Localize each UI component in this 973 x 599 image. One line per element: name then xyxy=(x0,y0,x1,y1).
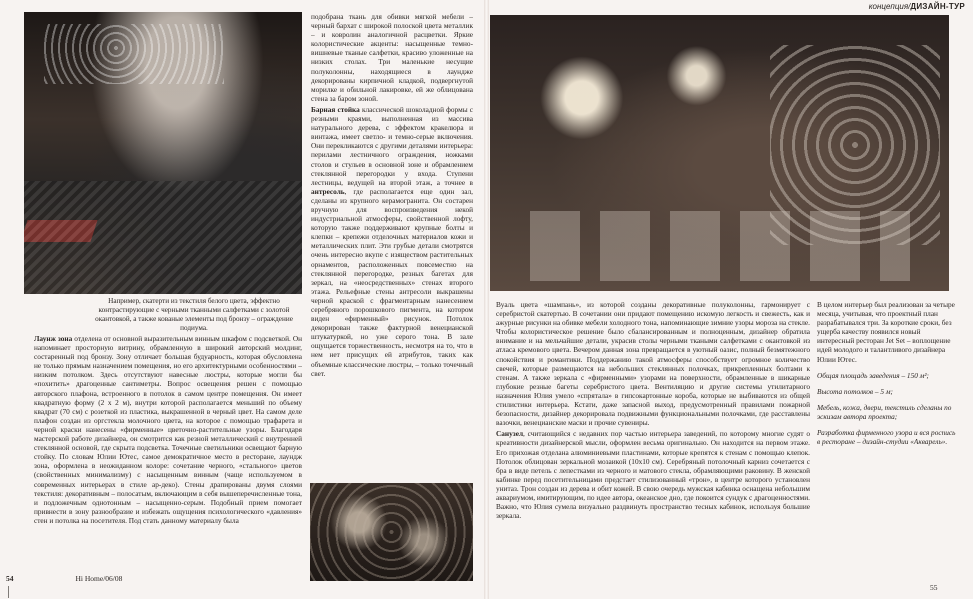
page-number-left: 54 xyxy=(6,574,14,583)
page-number-right: 55 xyxy=(930,583,938,592)
right-column-1 xyxy=(496,300,810,585)
page-gutter xyxy=(484,0,489,599)
section-title: ДИЗАЙН-ТУР xyxy=(910,2,965,11)
paragraph xyxy=(496,300,810,427)
right-column-2 xyxy=(817,300,959,570)
paragraph xyxy=(311,105,473,378)
lead-term: Барная стойка xyxy=(311,104,360,114)
dining-tables xyxy=(530,211,910,281)
section-header xyxy=(805,2,965,11)
lead-term: Санузел xyxy=(496,429,524,439)
detail-photo xyxy=(310,483,473,581)
fact-ceiling-height: Высота потолков – 5 м; xyxy=(817,386,893,396)
fact-pattern-design: Разработка фирменного узора и вся роспись в ресторане – дизайн-студии «Акварель». xyxy=(817,428,956,447)
ceiling-pattern xyxy=(44,24,224,84)
paragraph-text: отделена от основной выразительным винным шкафом с подсветкой. Он напоминает просторную витрину, обрамленную в широкий авторский молдинг, состаренный под бронзу. Зону отличает большая будуарность, которая обусловлена не только прямым назначением помещения, но его архитектурными особенностями – низким потолком. Здесь отсутствуют навесные люстры, которые могли бы «похитить» драгоценные сантиметры. Вопрос освещения решен с помощью авторского плафона, встроенного в потолок в самом центре помещения. Он имеет квадратную форму (2 х 2 м), внутри которой располагается меньший по объему квадрат (70 см) с розеткой из пластика, выкрашенной в черный цвет. На самом деле плафон создан из оргстекла молочного цвета, на которое с помощью трафарета и черной краски нанесены «фирменные» цветочно-растительные узоры. Благодаря мастерской работе дизайнера, он смотрится как резной металлический с внутренней стеклянной основой, где скрыта подсветка. Точечные светильники освещают барную стойку. По словам Юлии Ютес, самое демократичное место в ресторане, лаундж зона, оформлена в неожиданном колоре: сочетание черного, «стального» цветов (свойственных минимализму) с насыщенным винным (чаще используемом в современных интерьерах в стиле ар-деко). Стены драпированы двумя слоями текстиля: декоративным – полосатым, включающим в себя вышеперечисленные тона, и подложечным однотонным – насыщенно-серым. Подобный прием помогает привнести в зону разнообразие и избежать ощущения психологического «давления» стен и потолка на посетителя. Под стать данному материалу была xyxy=(34,334,302,525)
paragraph-text: , считающийся с недавних пор частью интерьера заведений, по которому многие судят о креативности дизайнерской мысли, оформлен весьма оригинально. Он находится на первом этаже. Его прихожая отделана алюминиевыми пластинами, которые крепятся к стенам с помощью клепок. Потолок облицован зеркальной мозаикой (10х10 см). Серебряный потолочный карниз сочетается с бра в виде петель с лепестками из черного и матового стекла, обрамляющими раковину. В женской кабинке перед посетительницами предстает стилизованный «трон», в центре которого установлен унитаз. Трон создан из дерева и обит кожей. В свою очередь мужская кабинка оснащена небольшим аквариумом, имитирующим, по идее автора, океанское дно, где покоится сундук с драгоценностями. Важно, что Юлия сумела визуально раздвинуть пространство тесных кабинок, используя большие зеркала. xyxy=(496,429,810,521)
paragraph-text: Вуаль цвета «шампань», из которой созданы декоративные полуколонны, гармонирует с серебристой скатертью. В сочетании они придают помещению искомую легкость и свежесть, как и ажурные рисунки на обивке мебели холодного тона, напоминающие зимние узоры мороза на стекле. Чтобы колористическое решение было сбалансированным и полноценным, дизайнер обратила внимание и на мельчайшие детали, украсив столы черными ткаными салфетками с окантовкой из атласа кремового цвета. Вечером данная зона превращается в уютный оазис, полный безмятежного спокойствия и романтики. Поддержанию такой атмосферы способствует огромное количество свечей, которые размещаются на небольших стеклянных полочках, прикрепленных болтами к стенам. А также зеркала с «фирменными» узорами на поверхности, обрамленные в шикарные глубокие резные багеты серебристого цвета. Вентиляцию и другие системы утилитарного назначения Юлия умело «спрятала» в гипсокартонные короба, которые не выбиваются из общей стилистики интерьера. Кстати, даже запасной выход, предусмотренный правилами пожарной безопасности, дизайнер декорировала подвижными функциональными полочками, где расставлены вазочки, венецианские маски и прочие сувениры. xyxy=(496,300,810,428)
lounge-photo xyxy=(24,12,302,294)
fact-area: Общая площадь заведения – 150 м²; xyxy=(817,370,929,380)
paragraph xyxy=(34,334,302,525)
closing-paragraph: В целом интерьер был реализован за четыре месяца, учитывая, что проектный план разрабатывался три. За короткие сроки, без ущерба качеству появился новый интересный ресторан Jet Set – воплощение идей молодого и талантливого дизайнера Юлии Ютес. xyxy=(817,300,955,364)
section-prefix: концепция xyxy=(868,2,909,11)
left-column-1 xyxy=(34,334,302,582)
left-column-2 xyxy=(311,12,473,480)
paragraph-text: , где располагается еще один зал, сделаны из крупного керамогранита. Он состарен вручную для воспроизведения некой индустриальной атмосферы, свойственной лофту, которую также поддерживают крупные болты и клепки – крепежи отделочных материалов кожи и металлических плит. Эти грубые детали смотрятся очень интересно вкупе с изяществом растительных орнаментов, расположенных повсеместно на стеклянной перегородке, резных багетах для зеркал, на «неосредственных» стенах второго этажа. Рельефные стены антресоли выкрашены черной краской с фрагментарным нанесением серебряного порошкового пигмента, на котором виден «фирменный» рисунок. Потолок декорирован также фактурной венецианской штукатуркой, но уже серого тона. В зале ощущается торжественность, несмотря на то, что в нем нет присущих ей атрибутов, таких как объемные классические люстры, – только точечный свет. xyxy=(311,186,473,378)
fact-furniture: Мебель, кожа, двери, текстиль сделаны по эскизам автора проекта; xyxy=(817,402,952,421)
paragraph xyxy=(496,429,810,520)
header-slash: / xyxy=(908,2,911,11)
lead-term: антресоль xyxy=(311,186,345,196)
lead-term: Лаунж зона xyxy=(34,334,73,343)
fold-mark xyxy=(8,586,15,598)
restaurant-hall-photo xyxy=(490,15,949,291)
paragraph-text: классической шоколадной формы с резными краями, выполненная из массива натурального дерева, с эффектом кракелюра и винтажа, имеет светло- и темно-серые включения. Они перекликаются с другими деталями интерьера: перилами лестничного ограждения, ножками столов и стульев в основной зоне и обрамлением стеклянной перегородки у входа. Ступени лестницы, ведущей на второй этаж, а точнее в xyxy=(311,104,473,187)
red-tablecloth xyxy=(24,220,98,242)
paragraph xyxy=(311,12,473,103)
left-folio xyxy=(6,574,122,583)
magazine-issue: Hi Home/06/08 xyxy=(75,574,123,583)
photo-caption: Например, скатерти из текстиля белого цвета, эффектно контрастирующие с черными тканными салфетками с золотой окантовкой, а также кованые элементы под бронзу – ограждение подиума. xyxy=(95,297,293,332)
paragraph-text: подобрана ткань для обивки мягкой мебели – черный бархат с широкой полоской цвета металлик – и ковролин аналогичной расцветки. Яркие колористические акценты: насыщенные темно-вишневые тканые салфетки, красиво уложенные на низких столах. Три маленькие несущие полуколонны, находящиеся в лаундже декорированы кирпичной кладкой, подвергнутой морилке и обильной лакировке, ей же облицована стена за баром зоной. xyxy=(311,12,473,103)
